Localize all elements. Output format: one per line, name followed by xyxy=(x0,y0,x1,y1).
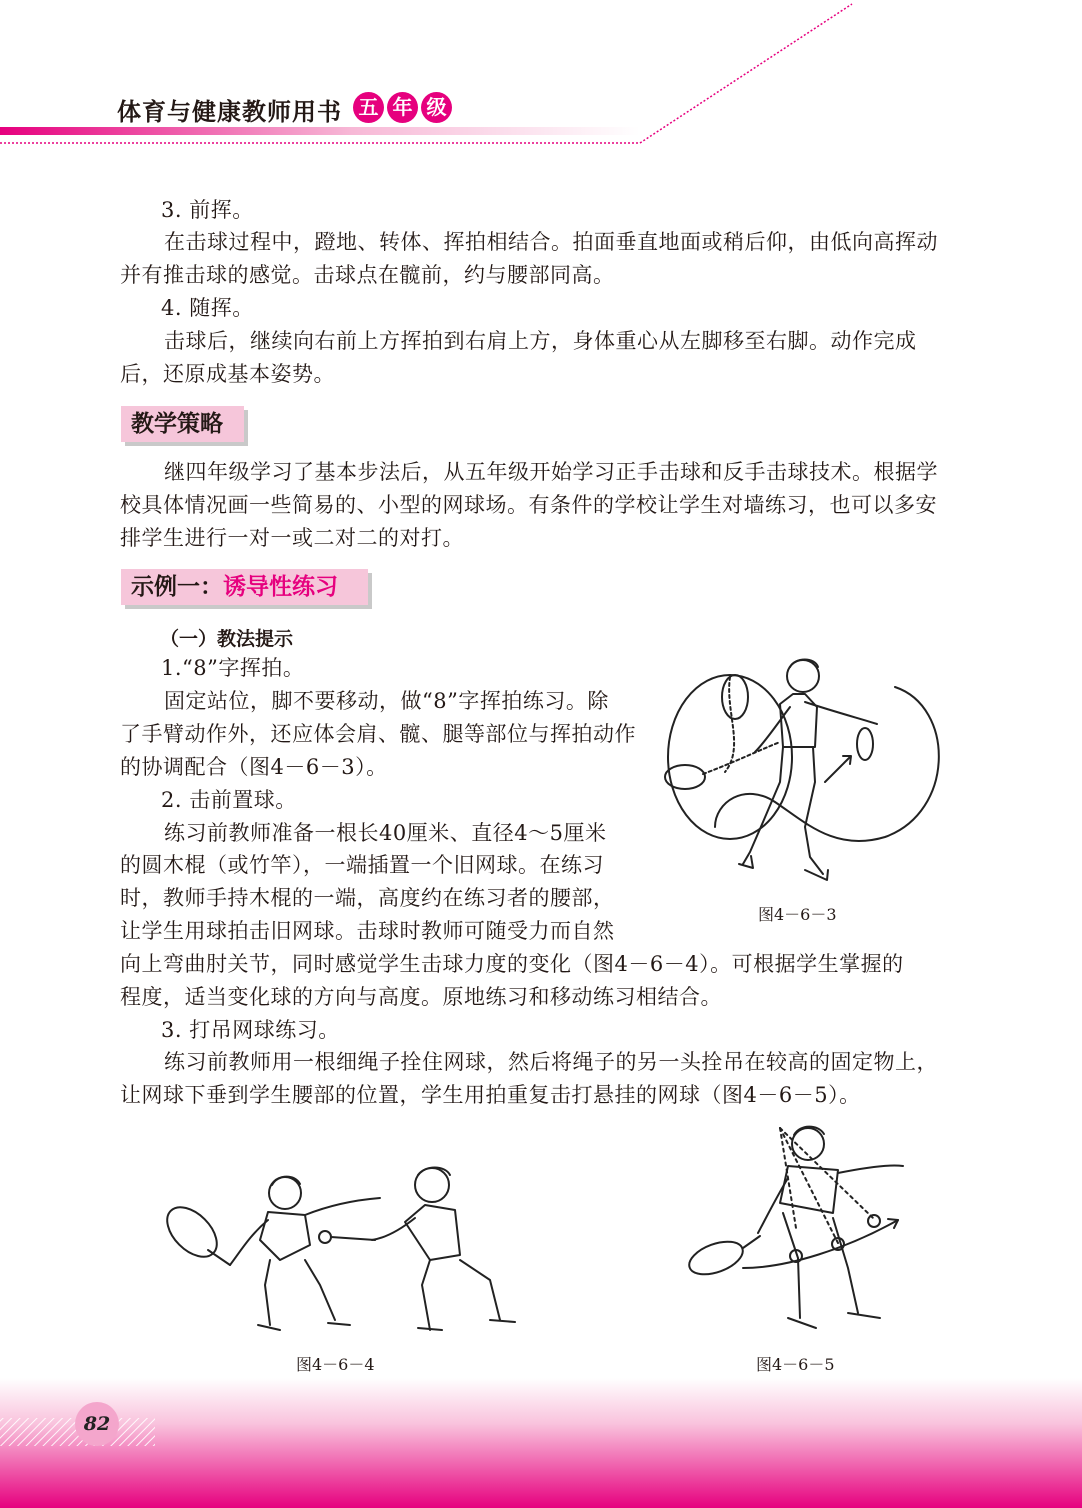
strategy-line: 校具体情况画一些简易的、小型的网球场。有条件的学校让学生对墙练习，也可以多安 xyxy=(120,493,937,517)
item-line: 了手臂动作外，还应体会肩、髋、腿等部位与挥拍动作 xyxy=(120,722,636,746)
figure-caption: 图4－6－3 xyxy=(758,905,837,924)
paragraph-line: 击球后，继续向右前上方挥拍到右肩上方，身体重心从左脚移至右脚。动作完成 xyxy=(164,329,917,353)
item-line: 向上弯曲肘关节，同时感觉学生击球力度的变化（图4－6－4）。可根据学生掌握的 xyxy=(120,952,904,976)
strategy-line: 排学生进行一对一或二对二的对打。 xyxy=(120,526,464,550)
paragraph-line: 并有推击球的感觉。击球点在髋前，约与腰部同高。 xyxy=(120,263,615,287)
item-line: 时，教师手持木棍的一端，高度约在练习者的腰部， xyxy=(120,886,615,910)
paragraph-heading: 4. 随挥。 xyxy=(161,296,254,320)
paragraph-heading: 3. 前挥。 xyxy=(161,198,254,222)
hanging-ball-practice-illustration xyxy=(688,1118,910,1336)
grade-badge-3: 级 xyxy=(421,92,452,123)
grade-badge-2: 年 xyxy=(387,92,418,123)
item-title: 2. 击前置球。 xyxy=(161,788,297,812)
book-title: 体育与健康教师用书 xyxy=(117,97,342,126)
footer-decoration xyxy=(0,1378,1082,1508)
item-line: 让网球下垂到学生腰部的位置，学生用拍重复击打悬挂的网球（图4－6－5）。 xyxy=(120,1083,861,1107)
paragraph-line: 后，还原成基本姿势。 xyxy=(120,362,335,386)
item-line: 固定站位，脚不要移动，做“8”字挥拍练习。除 xyxy=(164,689,609,713)
subheading: （一）教法提示 xyxy=(160,628,294,650)
paragraph-line: 在击球过程中，蹬地、转体、挥拍相结合。拍面垂直地面或稍后仰，由低向高挥动 xyxy=(164,230,938,254)
figure-8-swing-illustration xyxy=(655,652,955,892)
figure-caption: 图4－6－5 xyxy=(756,1355,835,1374)
section-heading-example xyxy=(121,569,368,605)
item-line: 的协调配合（图4－6－3）。 xyxy=(120,755,388,779)
page-number: 82 xyxy=(83,1413,111,1435)
item-title: 1.“8”字挥拍。 xyxy=(161,656,305,680)
example-title: 诱导性练习 xyxy=(223,574,338,600)
item-line: 的圆木棍（或竹竿），一端插置一个旧网球。在练习 xyxy=(120,853,604,877)
item-line: 练习前教师准备一根长40厘米、直径4～5厘米 xyxy=(164,821,607,845)
figure-caption: 图4－6－4 xyxy=(296,1355,375,1374)
section-heading-strategy: 教学策略 xyxy=(121,406,244,442)
header-decoration xyxy=(0,0,1082,160)
item-line: 让学生用球拍击旧网球。击球时教师可随受力而自然 xyxy=(120,919,615,943)
grade-badge-1: 五 xyxy=(353,92,384,123)
example-prefix: 示例一： xyxy=(131,574,223,600)
front-ball-practice-illustration xyxy=(160,1160,520,1335)
item-line: 程度，适当变化球的方向与高度。原地练习和移动练习相结合。 xyxy=(120,985,722,1009)
item-title: 3. 打吊网球练习。 xyxy=(161,1018,340,1042)
strategy-line: 继四年级学习了基本步法后，从五年级开始学习正手击球和反手击球技术。根据学 xyxy=(164,460,938,484)
item-line: 练习前教师用一根细绳子拴住网球，然后将绳子的另一头拴吊在较高的固定物上， xyxy=(164,1050,938,1074)
